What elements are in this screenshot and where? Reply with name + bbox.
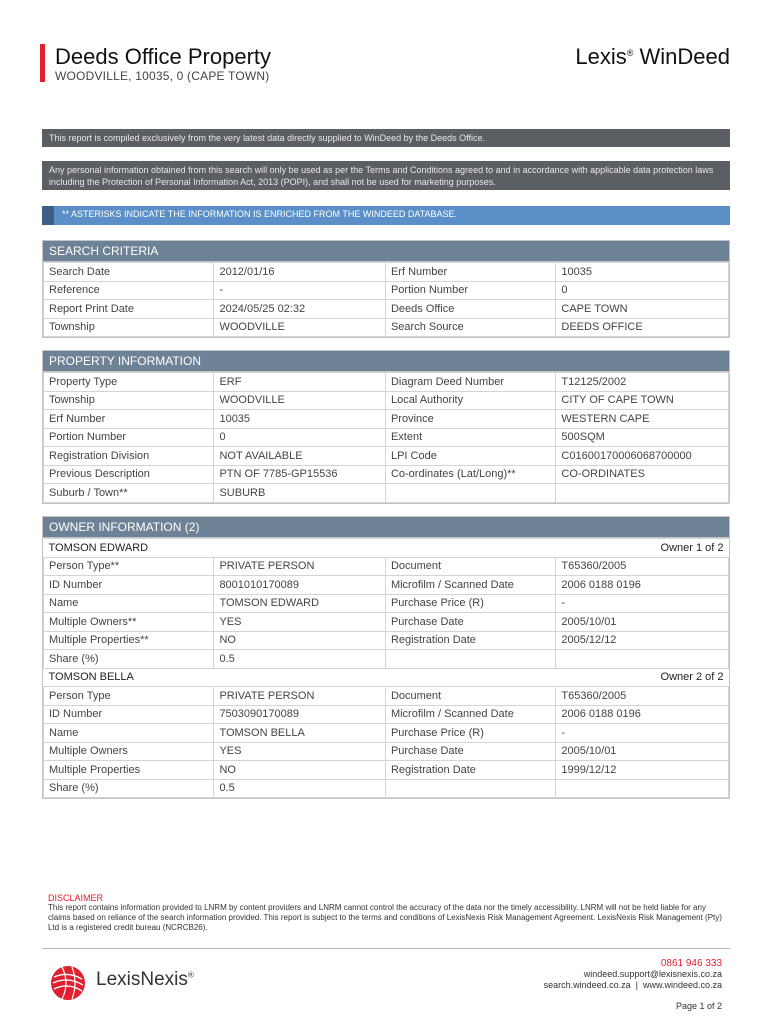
field-value: CAPE TOWN: [556, 300, 729, 319]
field-value: T65360/2005: [556, 557, 729, 576]
header-accent-bar: [40, 44, 45, 82]
field-label: Co-ordinates (Lat/Long)**: [385, 465, 555, 484]
field-label: Property Type: [44, 373, 214, 392]
field-value: 0.5: [214, 650, 386, 669]
table-row: [44, 613, 729, 632]
field-label: Local Authority: [385, 391, 555, 410]
owner-1-count: Owner 1 of 2: [385, 539, 728, 558]
field-label: Share (%): [44, 650, 214, 669]
privacy-notice-text: Any personal information obtained from this search will only be used as per the Terms and Conditions agreed to and in accordance with applicable data protection laws including the Protection of Personal Information Act, 2013 (POPI), and shall not be used for marketing purposes.: [49, 165, 714, 187]
field-value: [556, 484, 729, 503]
table-row: [44, 631, 729, 650]
field-label: Search Source: [385, 318, 555, 337]
field-label: Purchase Price (R): [385, 724, 555, 743]
field-label: [385, 650, 555, 669]
search-criteria-section: [42, 240, 730, 338]
field-value: [556, 650, 729, 669]
table-row: [44, 281, 729, 300]
field-label: Deeds Office: [385, 300, 555, 319]
field-value: 8001010170089: [214, 576, 386, 595]
field-value: NOT AVAILABLE: [214, 447, 386, 466]
contact-info: [544, 958, 722, 991]
field-label: Name: [44, 724, 214, 743]
field-value: ERF: [214, 373, 386, 392]
table-row: [44, 742, 729, 761]
lexisnexis-wordmark-text: LexisNexis: [96, 969, 188, 990]
table-row: [44, 263, 729, 282]
owner-1-heading-row: [44, 539, 729, 558]
property-information-table: [43, 372, 729, 503]
field-value: 2005/12/12: [556, 631, 729, 650]
table-row: [44, 484, 729, 503]
table-row: [44, 594, 729, 613]
table-row: [44, 576, 729, 595]
field-label: Multiple Properties: [44, 761, 214, 780]
field-label: Erf Number: [385, 263, 555, 282]
table-row: [44, 724, 729, 743]
data-source-notice-text: This report is compiled exclusively from the very latest data directly supplied to WinDeed by the Deeds Office.: [49, 133, 486, 143]
field-value: 2024/05/25 02:32: [214, 300, 386, 319]
lexisnexis-globe-icon: [48, 963, 88, 1003]
brand-logo: [575, 44, 730, 70]
search-criteria-header: SEARCH CRITERIA: [43, 241, 729, 262]
lexisnexis-wordmark: [96, 969, 194, 991]
field-value: 0: [556, 281, 729, 300]
table-row: [44, 650, 729, 669]
field-label: Purchase Date: [385, 613, 555, 632]
field-label: Document: [385, 687, 555, 706]
table-row: [44, 465, 729, 484]
table-row: [44, 557, 729, 576]
owner-information-section: [42, 516, 730, 799]
field-value: SUBURB: [214, 484, 386, 503]
field-label: Previous Description: [44, 465, 214, 484]
field-value: 1999/12/12: [556, 761, 729, 780]
field-value: 2006 0188 0196: [556, 705, 729, 724]
field-value: 2006 0188 0196: [556, 576, 729, 595]
field-value: PRIVATE PERSON: [214, 557, 386, 576]
table-row: [44, 373, 729, 392]
field-value: CITY OF CAPE TOWN: [556, 391, 729, 410]
enriched-notice-marker: [42, 206, 54, 225]
table-row: [44, 779, 729, 798]
table-row: [44, 391, 729, 410]
field-value: 2005/10/01: [556, 742, 729, 761]
website-links[interactable]: search.windeed.co.za | www.windeed.co.za: [543, 980, 722, 990]
field-label: ID Number: [44, 705, 214, 724]
enriched-notice: [42, 206, 730, 225]
field-value: 2005/10/01: [556, 613, 729, 632]
field-value: C01600170006068700000: [556, 447, 729, 466]
search-criteria-table: [43, 262, 729, 337]
disclaimer: [48, 893, 728, 933]
owner-1-name: TOMSON EDWARD: [44, 539, 386, 558]
field-value: 2012/01/16: [214, 263, 386, 282]
field-value: PRIVATE PERSON: [214, 687, 386, 706]
field-value: YES: [214, 742, 386, 761]
field-label: Registration Date: [385, 761, 555, 780]
field-label: Person Type**: [44, 557, 214, 576]
field-label: Multiple Properties**: [44, 631, 214, 650]
field-value: -: [556, 724, 729, 743]
brand-name: Lexis: [575, 44, 627, 69]
footer-divider: [42, 948, 730, 949]
brand-registered-mark: ®: [626, 48, 634, 58]
table-row: [44, 410, 729, 429]
field-value: PTN OF 7785-GP15536: [214, 465, 386, 484]
owner-2-count: Owner 2 of 2: [385, 668, 728, 687]
enriched-notice-text: ** ASTERISKS INDICATE THE INFORMATION IS ENRICHED FROM THE WINDEED DATABASE.: [62, 209, 458, 219]
table-row: [44, 318, 729, 337]
field-label: [385, 779, 555, 798]
field-label: Search Date: [44, 263, 214, 282]
field-value: WOODVILLE: [214, 391, 386, 410]
page-subtitle: WOODVILLE, 10035, 0 (CAPE TOWN): [55, 69, 270, 83]
field-label: Microfilm / Scanned Date: [385, 705, 555, 724]
field-label: Township: [44, 318, 214, 337]
page-number: Page 1 of 2: [675, 1001, 722, 1011]
field-value: 0.5: [214, 779, 386, 798]
field-label: Multiple Owners: [44, 742, 214, 761]
owner-information-header: OWNER INFORMATION (2): [43, 517, 729, 538]
lexisnexis-registered-mark: ®: [187, 970, 194, 980]
table-row: [44, 447, 729, 466]
field-label: Portion Number: [44, 428, 214, 447]
field-label: Report Print Date: [44, 300, 214, 319]
owner-2-name: TOMSON BELLA: [44, 668, 386, 687]
field-label: Township: [44, 391, 214, 410]
property-information-header: PROPERTY INFORMATION: [43, 351, 729, 372]
privacy-notice: [42, 161, 730, 190]
field-value: TOMSON EDWARD: [214, 594, 386, 613]
field-value: T65360/2005: [556, 687, 729, 706]
field-value: CO-ORDINATES: [556, 465, 729, 484]
field-value: WESTERN CAPE: [556, 410, 729, 429]
field-label: Extent: [385, 428, 555, 447]
lexisnexis-logo: [48, 963, 194, 1008]
field-value: DEEDS OFFICE: [556, 318, 729, 337]
disclaimer-text: This report contains information provided to LNRM by content providers and LNRM cannot control the accuracy of the data nor the timely accessibility. LNRM will not be held liable for any claims based on reliance of the search information provided. This report is subject to the terms and conditions of LexisNexis Risk Management Agreement. LexisNexis Risk Management (Pty) Ltd is a registered credit bureau (NCRCB26).: [48, 903, 722, 932]
disclaimer-heading: DISCLAIMER: [48, 893, 104, 903]
owner-information-table: [43, 538, 729, 798]
field-value: 7503090170089: [214, 705, 386, 724]
field-label: Multiple Owners**: [44, 613, 214, 632]
field-label: Registration Date: [385, 631, 555, 650]
brand-product: WinDeed: [633, 44, 730, 69]
field-value: WOODVILLE: [214, 318, 386, 337]
field-value: -: [214, 281, 386, 300]
field-value: NO: [214, 761, 386, 780]
field-label: ID Number: [44, 576, 214, 595]
field-value: NO: [214, 631, 386, 650]
field-label: Microfilm / Scanned Date: [385, 576, 555, 595]
table-row: [44, 705, 729, 724]
field-value: 10035: [556, 263, 729, 282]
owner-2-heading-row: [44, 668, 729, 687]
field-label: Purchase Date: [385, 742, 555, 761]
field-value: 0: [214, 428, 386, 447]
field-label: [385, 484, 555, 503]
table-row: [44, 300, 729, 319]
field-value: T12125/2002: [556, 373, 729, 392]
page-title: Deeds Office Property: [55, 44, 272, 69]
field-label: Province: [385, 410, 555, 429]
field-label: Purchase Price (R): [385, 594, 555, 613]
field-label: Person Type: [44, 687, 214, 706]
field-label: Document: [385, 557, 555, 576]
property-information-section: [42, 350, 730, 504]
field-label: Erf Number: [44, 410, 214, 429]
table-row: [44, 687, 729, 706]
field-label: Diagram Deed Number: [385, 373, 555, 392]
field-value: YES: [214, 613, 386, 632]
field-value: 10035: [214, 410, 386, 429]
field-value: [556, 779, 729, 798]
field-value: -: [556, 594, 729, 613]
field-value: 500SQM: [556, 428, 729, 447]
field-label: Name: [44, 594, 214, 613]
support-email-link[interactable]: windeed.support@lexisnexis.co.za: [583, 969, 722, 979]
table-row: [44, 761, 729, 780]
field-label: Reference: [44, 281, 214, 300]
table-row: [44, 428, 729, 447]
field-label: Registration Division: [44, 447, 214, 466]
field-label: Suburb / Town**: [44, 484, 214, 503]
field-label: LPI Code: [385, 447, 555, 466]
data-source-notice: [42, 129, 730, 147]
field-value: TOMSON BELLA: [214, 724, 386, 743]
field-label: Share (%): [44, 779, 214, 798]
support-phone: 0861 946 333: [660, 958, 722, 969]
field-label: Portion Number: [385, 281, 555, 300]
